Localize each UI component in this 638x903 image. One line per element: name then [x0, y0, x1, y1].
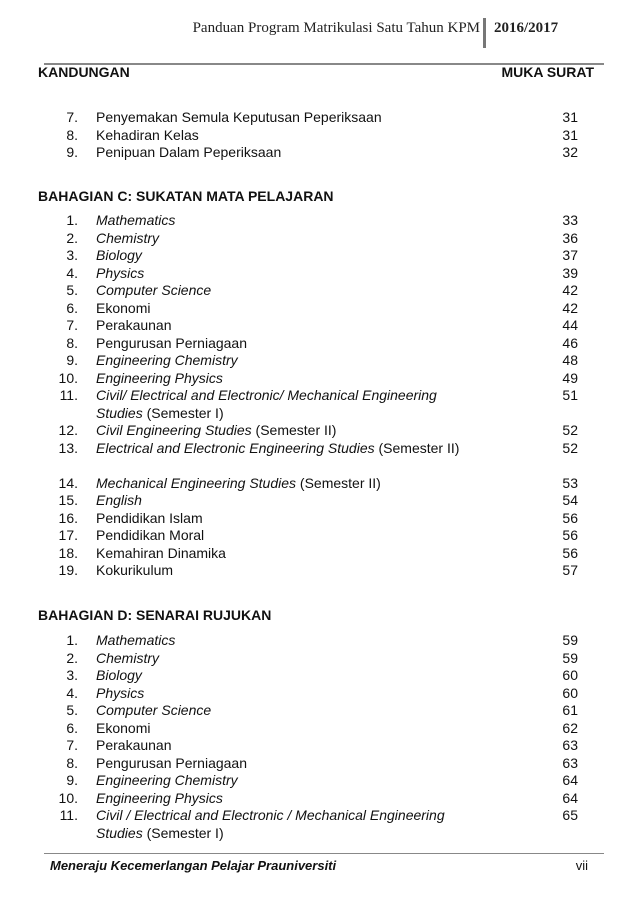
- toc-entry-title: Pendidikan Moral: [96, 527, 205, 543]
- toc-entry: [38, 300, 578, 318]
- toc-entry-page: 56: [562, 544, 578, 561]
- toc-entry-page: 31: [562, 109, 578, 125]
- toc-entry-title: Engineering Physics: [96, 369, 223, 386]
- toc-entry-page: 42: [562, 282, 578, 298]
- toc-entry-page: 48: [562, 352, 578, 368]
- toc-entry: [38, 127, 578, 145]
- toc-entry-number: 6.: [66, 719, 78, 736]
- toc-entry: [38, 720, 578, 738]
- toc-entry-number: 5.: [66, 702, 78, 718]
- toc-entry-number: 17.: [58, 527, 78, 543]
- toc-entry-title: Ekonomi: [96, 719, 151, 736]
- toc-entry: [38, 755, 578, 773]
- toc-entry-number: 14.: [58, 474, 78, 491]
- toc-entry-title: Biology: [96, 247, 142, 263]
- toc-entry: [38, 212, 578, 230]
- toc-entry-title: English: [96, 492, 142, 508]
- toc-entry-title: Penipuan Dalam Peperiksaan: [96, 144, 282, 160]
- footer-rule: [44, 853, 604, 854]
- toc-entry-page: 33: [562, 212, 578, 228]
- toc-entry: [38, 527, 578, 545]
- toc-entry-title: Engineering Chemistry: [96, 772, 238, 788]
- toc-entry: [38, 685, 578, 703]
- toc-entry-title: Kehadiran Kelas: [96, 126, 199, 143]
- toc-entry-number: 19.: [58, 562, 78, 578]
- toc-entry-title: Perakaunan: [96, 317, 172, 333]
- section-d-heading: BAHAGIAN D: SENARAI RUJUKAN: [38, 607, 272, 623]
- toc-entry-number: 3.: [66, 247, 78, 263]
- page-column-heading: MUKA SURAT: [501, 64, 594, 80]
- toc-entry-page: 54: [562, 492, 578, 508]
- toc-entry-page: 65: [562, 807, 578, 823]
- toc-entry: [38, 632, 578, 650]
- toc-entry-title: Engineering Chemistry: [96, 352, 238, 368]
- toc-entry-page: 56: [562, 509, 578, 526]
- toc-entry-page: 39: [562, 264, 578, 281]
- toc-entry: [38, 790, 578, 808]
- toc-entry-page: 52: [562, 422, 578, 438]
- toc-entry-number: 8.: [66, 754, 78, 771]
- toc-entry: [38, 772, 578, 790]
- toc-entry-page: 60: [562, 667, 578, 683]
- toc-entry-page: 53: [562, 474, 578, 491]
- toc-entry-number: 6.: [66, 299, 78, 316]
- toc-entry-number: 8.: [66, 334, 78, 351]
- toc-entry-page: 64: [562, 789, 578, 806]
- toc-entry: [38, 387, 578, 422]
- toc-entry: [38, 562, 578, 580]
- toc-entry-title: Kemahiran Dinamika: [96, 544, 226, 561]
- toc-entry-number: 8.: [66, 126, 78, 143]
- toc-entry-title: Computer Science: [96, 282, 212, 298]
- toc-entry-title: Computer Science: [96, 702, 212, 718]
- toc-entry-number: 9.: [66, 352, 78, 368]
- toc-entry-title: Physics: [96, 264, 145, 281]
- section-b-continued-list: [38, 109, 578, 162]
- toc-entry-number: 2.: [66, 229, 78, 246]
- toc-entry-number: 3.: [66, 667, 78, 683]
- toc-entry: [38, 317, 578, 335]
- toc-entry-page: 32: [562, 144, 578, 160]
- toc-entry: [38, 702, 578, 720]
- toc-entry-page: 31: [562, 126, 578, 143]
- section-d-list: [38, 632, 578, 842]
- toc-entry-page: 63: [562, 754, 578, 771]
- toc-entry-page: 46: [562, 334, 578, 351]
- toc-entry-number: 15.: [58, 492, 78, 508]
- toc-entry-number: 10.: [58, 789, 78, 806]
- toc-entry-number: 4.: [66, 684, 78, 701]
- toc-entry-title: Ekonomi: [96, 299, 151, 316]
- toc-entry-title: Penyemakan Semula Keputusan Peperiksaan: [96, 109, 382, 125]
- toc-entry-page: 61: [562, 702, 578, 718]
- toc-entry-number: 7.: [66, 109, 78, 125]
- toc-entry: [38, 370, 578, 388]
- toc-entry-number: 11.: [59, 807, 78, 823]
- toc-entry-title: Civil / Electrical and Electronic / Mechanical Engineering Studies (Semester I): [96, 807, 445, 841]
- toc-entry-page: 59: [562, 632, 578, 648]
- toc-entry-page: 57: [562, 562, 578, 578]
- toc-entry: [38, 247, 578, 265]
- toc-entry-title: Mathematics: [96, 632, 176, 648]
- toc-entry-number: 12.: [58, 422, 78, 438]
- toc-entry: [38, 230, 578, 248]
- toc-entry: [38, 144, 578, 162]
- toc-entry-title: Civil/ Electrical and Electronic/ Mechanical Engineering Studies (Semester I): [96, 387, 437, 421]
- toc-entry-title: Pengurusan Perniagaan: [96, 754, 248, 771]
- toc-entry: [38, 737, 578, 755]
- toc-entry: [38, 440, 578, 475]
- toc-entry-number: 10.: [58, 369, 78, 386]
- section-c-heading: BAHAGIAN C: SUKATAN MATA PELAJARAN: [38, 188, 334, 204]
- toc-entry: [38, 265, 578, 283]
- toc-entry-page: 51: [562, 387, 578, 403]
- toc-entry-page: 37: [562, 247, 578, 263]
- toc-entry-number: 7.: [66, 317, 78, 333]
- toc-entry-number: 5.: [66, 282, 78, 298]
- toc-entry-title: Mechanical Engineering Studies (Semester II): [96, 474, 381, 491]
- toc-entry: [38, 807, 578, 842]
- page-header: [0, 18, 638, 46]
- toc-entry-number: 7.: [66, 737, 78, 753]
- header-divider: [483, 18, 486, 48]
- toc-entry: [38, 352, 578, 370]
- toc-entry-title: Kokurikulum: [96, 562, 174, 578]
- header-year: 2016/2017: [494, 20, 559, 36]
- toc-entry-title: Pengurusan Perniagaan: [96, 334, 248, 351]
- footer-text: Meneraju Kecemerlangan Pelajar Prauniversiti: [50, 858, 337, 873]
- header-title: Panduan Program Matrikulasi Satu Tahun KPM: [192, 20, 480, 36]
- toc-entry-page: 59: [562, 649, 578, 666]
- toc-entry-title: Biology: [96, 667, 142, 683]
- toc-entry-number: 18.: [58, 544, 78, 561]
- toc-entry-number: 13.: [58, 439, 78, 456]
- toc-entry-page: 62: [562, 719, 578, 736]
- toc-entry-number: 9.: [66, 772, 78, 788]
- toc-entry-page: 42: [562, 299, 578, 316]
- toc-entry-number: 16.: [58, 509, 78, 526]
- toc-entry: [38, 335, 578, 353]
- toc-entry-page: 44: [562, 317, 578, 333]
- toc-entry: [38, 492, 578, 510]
- toc-entry-title: Mathematics: [96, 212, 176, 228]
- toc-entry-number: 9.: [66, 144, 78, 160]
- footer-page-number: vii: [575, 858, 588, 873]
- toc-entry: [38, 282, 578, 300]
- toc-entry: [38, 650, 578, 668]
- toc-entry-title: Perakaunan: [96, 737, 172, 753]
- toc-entry-title: Chemistry: [96, 229, 160, 246]
- toc-entry: [38, 109, 578, 127]
- section-c-list: [38, 212, 578, 580]
- toc-entry-page: 56: [562, 527, 578, 543]
- toc-entry: [38, 510, 578, 528]
- toc-entry-page: 60: [562, 684, 578, 701]
- toc-entry: [38, 422, 578, 440]
- toc-entry-title: Pendidikan Islam: [96, 509, 203, 526]
- toc-entry-number: 2.: [66, 649, 78, 666]
- toc-entry-page: 63: [562, 737, 578, 753]
- toc-entry-number: 1.: [66, 632, 78, 648]
- toc-entry-page: 64: [562, 772, 578, 788]
- toc-entry-title: Electrical and Electronic Engineering Studies (Semester II): [96, 439, 460, 456]
- toc-entry: [38, 667, 578, 685]
- toc-entry-page: 49: [562, 369, 578, 386]
- toc-heading: KANDUNGAN: [38, 64, 130, 80]
- toc-entry-number: 11.: [59, 387, 78, 403]
- toc-entry: [38, 475, 578, 493]
- toc-entry-page: 52: [562, 439, 578, 456]
- toc-entry-title: Civil Engineering Studies (Semester II): [96, 422, 337, 438]
- toc-entry-title: Chemistry: [96, 649, 160, 666]
- toc-entry-title: Engineering Physics: [96, 789, 223, 806]
- toc-entry-title: Physics: [96, 684, 145, 701]
- toc-entry-number: 4.: [66, 264, 78, 281]
- toc-entry: [38, 545, 578, 563]
- toc-entry-number: 1.: [66, 212, 78, 228]
- toc-entry-page: 36: [562, 229, 578, 246]
